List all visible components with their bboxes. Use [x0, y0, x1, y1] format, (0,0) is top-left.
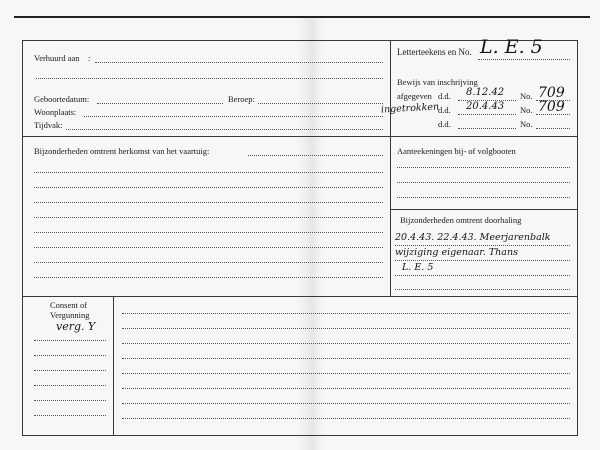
doorhaling-underline-3 — [395, 275, 570, 276]
geboortedatum-line — [97, 103, 223, 104]
row1-no: 709 — [538, 85, 565, 101]
right-column-divider — [390, 40, 391, 296]
lower-section-divider — [22, 296, 578, 297]
consent-line — [34, 370, 106, 371]
aanteekeningen-line — [397, 182, 570, 183]
beroep-line — [258, 103, 383, 104]
verhuurd-aan-label: Verhuurd aan — [34, 53, 80, 63]
letterteekens-value: L. E. 5 — [480, 36, 543, 58]
consent-value: verg. Y — [56, 320, 96, 333]
top-section-divider — [22, 136, 578, 137]
row2-prefix: ingetrokken — [380, 101, 440, 116]
row3-no-label: No. — [520, 119, 533, 129]
row1-date: 8.12.42 — [466, 87, 505, 98]
verhuurd-aan-colon: : — [88, 53, 91, 63]
row2-date: 20.4.43 — [466, 101, 505, 112]
geboortedatum-label: Geboortedatum: — [34, 94, 90, 104]
notes-line — [122, 343, 570, 344]
vessel-details-line — [34, 262, 383, 263]
row2-no-line — [536, 114, 570, 115]
doorhaling-underline-2 — [395, 260, 570, 261]
notes-line — [122, 373, 570, 374]
doorhaling-underline-1 — [395, 245, 570, 246]
tijdvak-line — [66, 129, 383, 130]
consent-label-1: Consent of — [50, 300, 88, 310]
vessel-details-line — [34, 277, 383, 278]
beroep-label: Beroep: — [228, 94, 255, 104]
vessel-details-line — [34, 217, 383, 218]
notes-line — [122, 313, 570, 314]
doorhaling-line-3: L. E. 5 — [402, 262, 434, 273]
aanteekeningen-line — [397, 167, 570, 168]
verhuurd-aan-line-2 — [36, 78, 383, 79]
woonplaats-line — [84, 116, 383, 117]
notes-line — [122, 328, 570, 329]
letterteekens-label: Letterteekens en No. — [397, 47, 472, 57]
woonplaats-label: Woonplaats: — [34, 107, 77, 117]
verhuurd-aan-line — [95, 62, 383, 63]
aanteekeningen-line — [397, 197, 570, 198]
vessel-details-line — [34, 232, 383, 233]
bewijs-label: Bewijs van inschrijving — [397, 77, 478, 87]
row2-date-line — [458, 114, 516, 115]
vessel-details-line — [34, 247, 383, 248]
page-fold-shadow — [296, 18, 324, 450]
vessel-details-line — [34, 172, 383, 173]
notes-line — [122, 358, 570, 359]
vessel-details-line-0 — [248, 155, 383, 156]
consent-line — [34, 385, 106, 386]
notes-line — [122, 418, 570, 419]
vessel-details-line — [34, 187, 383, 188]
row1-dd-label: d.d. — [438, 91, 451, 101]
consent-line — [34, 400, 106, 401]
doorhaling-underline-4 — [395, 289, 570, 290]
notes-line — [122, 403, 570, 404]
letterteekens-line — [478, 59, 570, 60]
row3-no-line — [536, 128, 570, 129]
row2-no-label: No. — [520, 105, 533, 115]
row3-dd-label: d.d. — [438, 119, 451, 129]
vessel-details-line — [34, 202, 383, 203]
doorhaling-line-2: wijziging eigenaar. Thans — [395, 247, 518, 258]
consent-divider — [113, 296, 114, 436]
consent-line — [34, 355, 106, 356]
consent-line — [34, 340, 106, 341]
aanteekeningen-label: Aanteekeningen bij- of volgbooten — [397, 146, 516, 156]
tijdvak-label: Tijdvak: — [34, 120, 63, 130]
row1-no-label: No. — [520, 91, 533, 101]
afgegeven-label: afgegeven — [397, 91, 432, 101]
notes-line — [122, 388, 570, 389]
consent-label-2: Vergunning — [50, 310, 90, 320]
doorhaling-label: Bijzonderheden omtrent doorhaling — [400, 215, 522, 225]
row2-dd-label: d.d. — [438, 105, 451, 115]
vessel-details-label: Bijzonderheden omtrent herkomst van het vaartuig: — [34, 146, 210, 156]
row3-date-line — [458, 128, 516, 129]
consent-line — [34, 415, 106, 416]
doorhaling-line-1: 20.4.43. 22.4.43. Meerjarenbalk — [395, 232, 551, 243]
right-middle-divider — [390, 209, 578, 210]
row2-no: 709 — [538, 99, 565, 115]
